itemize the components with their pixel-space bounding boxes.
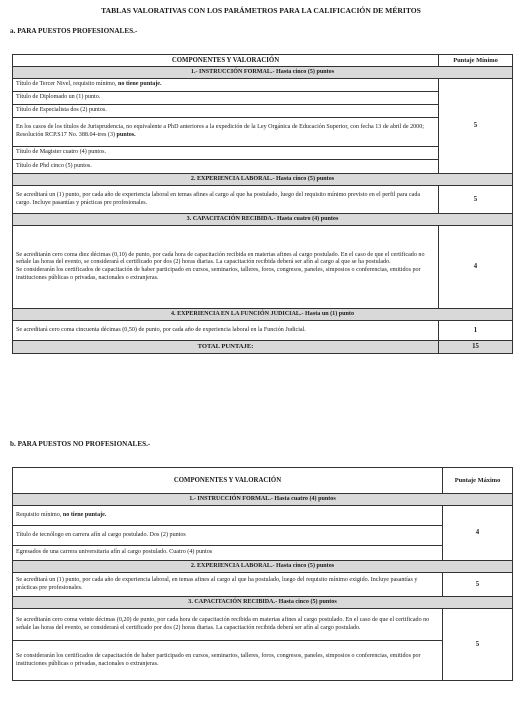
table-b-s1-row-1: Requisito mínimo, no tiene puntaje. [13, 506, 443, 526]
table-b-s3-text-1: Se acreditarán cero coma veinte décimas (0,20) de punto, por cada hora de capacitación recibida en materias afines al cargo postulado. En el caso de que el certificado no señale las horas del evento, se considerará el certificado por dos (2) horas diarias. La capacitación recibida deberá ser afín al cargo postulado. [13, 609, 443, 641]
table-a-s4-text: Se acreditará cero coma cincuenta décimas (0,50) de punto, por cada año de experiencia laboral en la Función Judicial. [13, 321, 439, 341]
table-a-s3-text [13, 226, 439, 309]
table-a-s1-row-2: Título de Diplomado un (1) punto. [13, 92, 439, 105]
table-b-s1-row-2: Título de tecnólogo en carrera afín al cargo postulado. Dos (2) puntos [13, 526, 443, 546]
table-b-s2-text: Se acreditará un (1) punto, por cada año de experiencia laboral, en temas afines al cargo al que ha postulado, luego del requisito mínimo exigido. Incluye pasantías y prácticas pre profesionales. [13, 573, 443, 597]
table-professional [12, 54, 513, 354]
table-b-s3-score: 5 [443, 609, 513, 681]
section-a-heading: a. PARA PUESTOS PROFESIONALES.- [10, 27, 138, 35]
section-b-heading: b. PARA PUESTOS NO PROFESIONALES.- [10, 440, 151, 448]
table-b-header-components: COMPONENTES Y VALORACIÓN [13, 468, 443, 494]
table-a-s2-score: 5 [439, 186, 513, 214]
table-b-section-2-title: 2. EXPERIENCIA LABORAL.- Hasta cinco (5) puntos [13, 561, 513, 573]
table-a-s3-paragraph-1: Se acreditarán cero coma diez décimas (0,10) de punto, por cada hora de capacitación recibida en materias afines al cargo postulado. En el caso de que el certificado no señale las horas del evento, se considerará el certificado por dos (2) horas diarias. La capacitación recibida deberá ser afín al cargo al que se ha postulado. [16, 251, 425, 266]
table-a-s1-row-5: Título de Magister cuatro (4) puntos. [13, 147, 439, 160]
table-a-total-value: 15 [439, 341, 513, 354]
table-a-section-4-title: 4. EXPERIENCIA EN LA FUNCIÓN JUDICIAL.- Hasta un (1) punto [13, 309, 513, 321]
table-a-s1-row-3: Título de Especialista dos (2) puntos. [13, 105, 439, 118]
table-a-s1-row-4: En los casos de los títulos de Jurisprudencia, no equivalente a PhD anteriores a la expedición de la Ley Orgánica de Educación Superior, con fecha 13 de abril de 2000; Resolución RCP.S17 No. 388.04-tres (3) puntos. [13, 118, 439, 147]
table-a-header-score: Puntaje Mínimo [439, 55, 513, 67]
table-b-section-3-title: 3. CAPACITACIÓN RECIBIDA.- Hasta cinco (5) puntos [13, 597, 513, 609]
table-a-s4-score: 1 [439, 321, 513, 341]
table-a-s3-score: 4 [439, 226, 513, 309]
table-a-section-3-title: 3. CAPACITACIÓN RECIBIDA.- Hasta cuatro (4) puntos [13, 214, 513, 226]
table-b-s2-score: 5 [443, 573, 513, 597]
table-a-section-1-title: 1.- INSTRUCCIÓN FORMAL.- Hasta cinco (5) puntos [13, 67, 513, 79]
table-a-s1-row-6: Título de Phd cinco (5) puntos. [13, 160, 439, 174]
table-non-professional [12, 467, 513, 681]
table-b-s1-score: 4 [443, 506, 513, 561]
table-a-header-components: COMPONENTES Y VALORACIÓN [13, 55, 439, 67]
table-a-s2-text: Se acreditará un (1) punto, por cada año de experiencia laboral en temas afines al cargo al que ha postulado, luego del requisito mínimo previsto en el perfil para cada cargo. Incluye pasantías y prácticas pre profesionales. [13, 186, 439, 214]
table-a-s1-score: 5 [439, 79, 513, 174]
table-b-s3-text-2: Se considerarán los certificados de capacitación de haber participado en cursos, seminarios, talleres, foros, congresos, paneles, simposios o conferencias, emitidos por instituciones públicas o privadas, nacionales o extranjeras. [13, 641, 443, 681]
page-title: TABLAS VALORATIVAS CON LOS PARÁMETROS PARA LA CALIFICACIÓN DE MÉRITOS [101, 6, 421, 15]
table-b-header-score: Puntaje Máximo [443, 468, 513, 494]
table-b-s1-row-3: Egresados de una carrera universitaria afín al cargo postulado. Cuatro (4) puntos [13, 546, 443, 561]
table-a-section-2-title: 2. EXPERIENCIA LABORAL.- Hasta cinco (5) puntos [13, 174, 513, 186]
table-b-section-1-title: 1.- INSTRUCCIÓN FORMAL.- Hasta cuatro (4) puntos [13, 494, 513, 506]
table-a-s1-row-1: Título de Tercer Nivel, requisito mínimo, no tiene puntaje. [13, 79, 439, 92]
table-a-total-label: TOTAL PUNTAJE: [13, 341, 439, 354]
table-a-s3-paragraph-2: Se considerarán los certificados de capacitación de haber participado en cursos, seminarios, talleres, foros, congresos, paneles, simposios o conferencias, emitidos por instituciones públicas o privadas, nacionales o extranjeras. [16, 267, 421, 281]
